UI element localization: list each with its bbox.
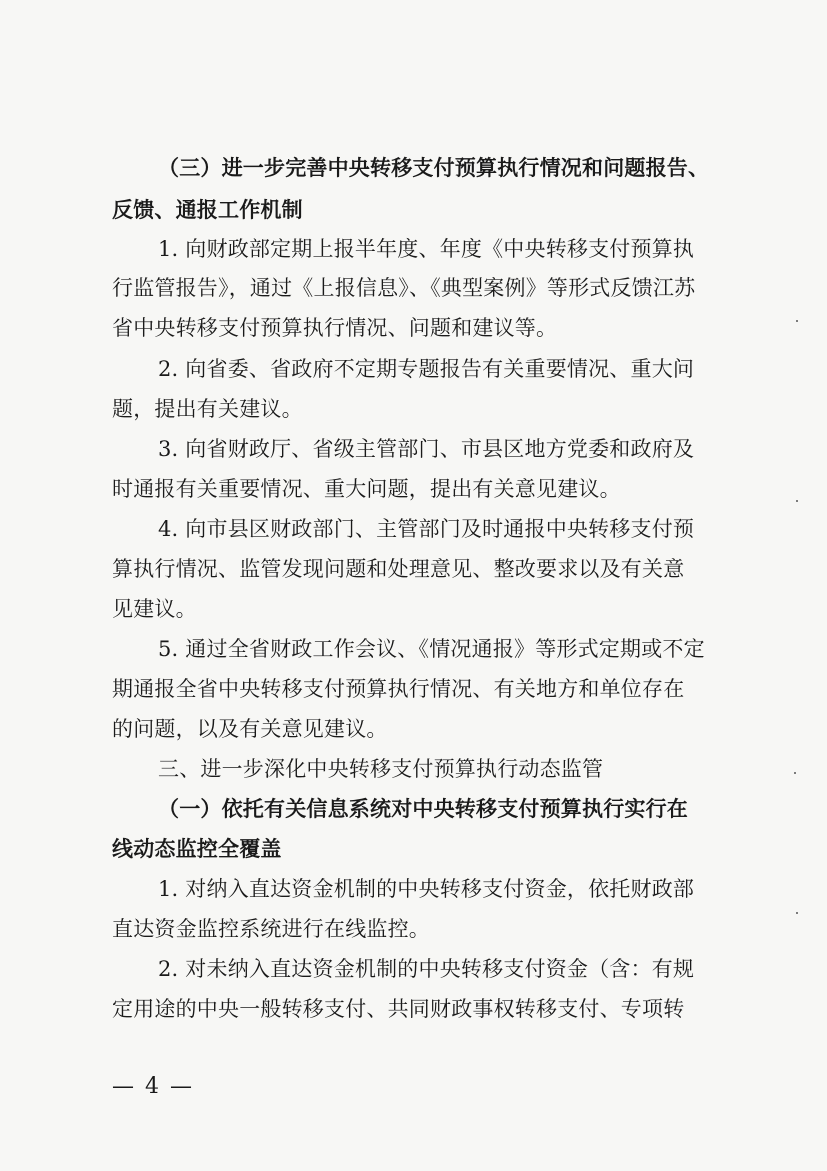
paragraph-2-line1: 2. 向省委、省政府不定期专题报告有关重要情况、重大问 [158,357,695,381]
section3-heading-line2: 反馈、通报工作机制 [112,198,303,222]
subsection-1-heading-line2: 线动态监控全覆盖 [112,837,282,861]
subsection-1-heading-line1: （一）依托有关信息系统对中央转移支付预算执行实行在 [158,797,688,821]
paragraph-5-line1: 5. 通过全省财政工作会议、《情况通报》等形式定期或不定 [158,637,705,661]
part-3-heading: 三、进一步深化中央转移支付预算执行动态监管 [158,757,604,781]
paragraph-5-line2: 期通报全省中央转移支付预算执行情况、有关地方和单位存在 [112,677,685,701]
scan-speck [796,320,798,322]
scan-speck [796,500,798,502]
paragraph-1-line1: 1. 向财政部定期上报半年度、年度《中央转移支付预算执 [158,237,695,261]
section3-heading-line1: （三）进一步完善中央转移支付预算执行情况和问题报告、 [158,156,710,180]
scan-speck [794,772,796,774]
paragraph-4-line2: 算执行情况、监管发现问题和处理意见、整改要求以及有关意 [112,557,685,581]
paragraph-2-line2: 题，提出有关建议。 [112,397,303,421]
paragraph-5-line3: 的问题，以及有关意见建议。 [112,717,388,741]
item-1-line2: 直达资金监控系统进行在线监控。 [112,917,430,941]
paragraph-1-line2: 行监管报告》，通过《上报信息》、《典型案例》等形式反馈江苏 [112,276,696,300]
item-1-line1: 1. 对纳入直达资金机制的中央转移支付资金，依托财政部 [158,877,695,901]
paragraph-1-line3: 省中央转移支付预算执行情况、问题和建议等。 [112,316,558,340]
paragraph-4-line3: 见建议。 [112,597,197,621]
page-number: — 4 — [112,1074,194,1099]
paragraph-3-line1: 3. 向省财政厅、省级主管部门、市县区地方党委和政府及 [158,437,695,461]
paragraph-3-line2: 时通报有关重要情况、重大问题，提出有关意见建议。 [112,477,621,501]
item-2-line1: 2. 对未纳入直达资金机制的中央转移支付资金（含：有规 [158,957,695,981]
scan-speck [796,912,798,914]
paragraph-4-line1: 4. 向市县区财政部门、主管部门及时通报中央转移支付预 [158,517,695,541]
item-2-line2: 定用途的中央一般转移支付、共同财政事权转移支付、专项转 [112,997,685,1021]
